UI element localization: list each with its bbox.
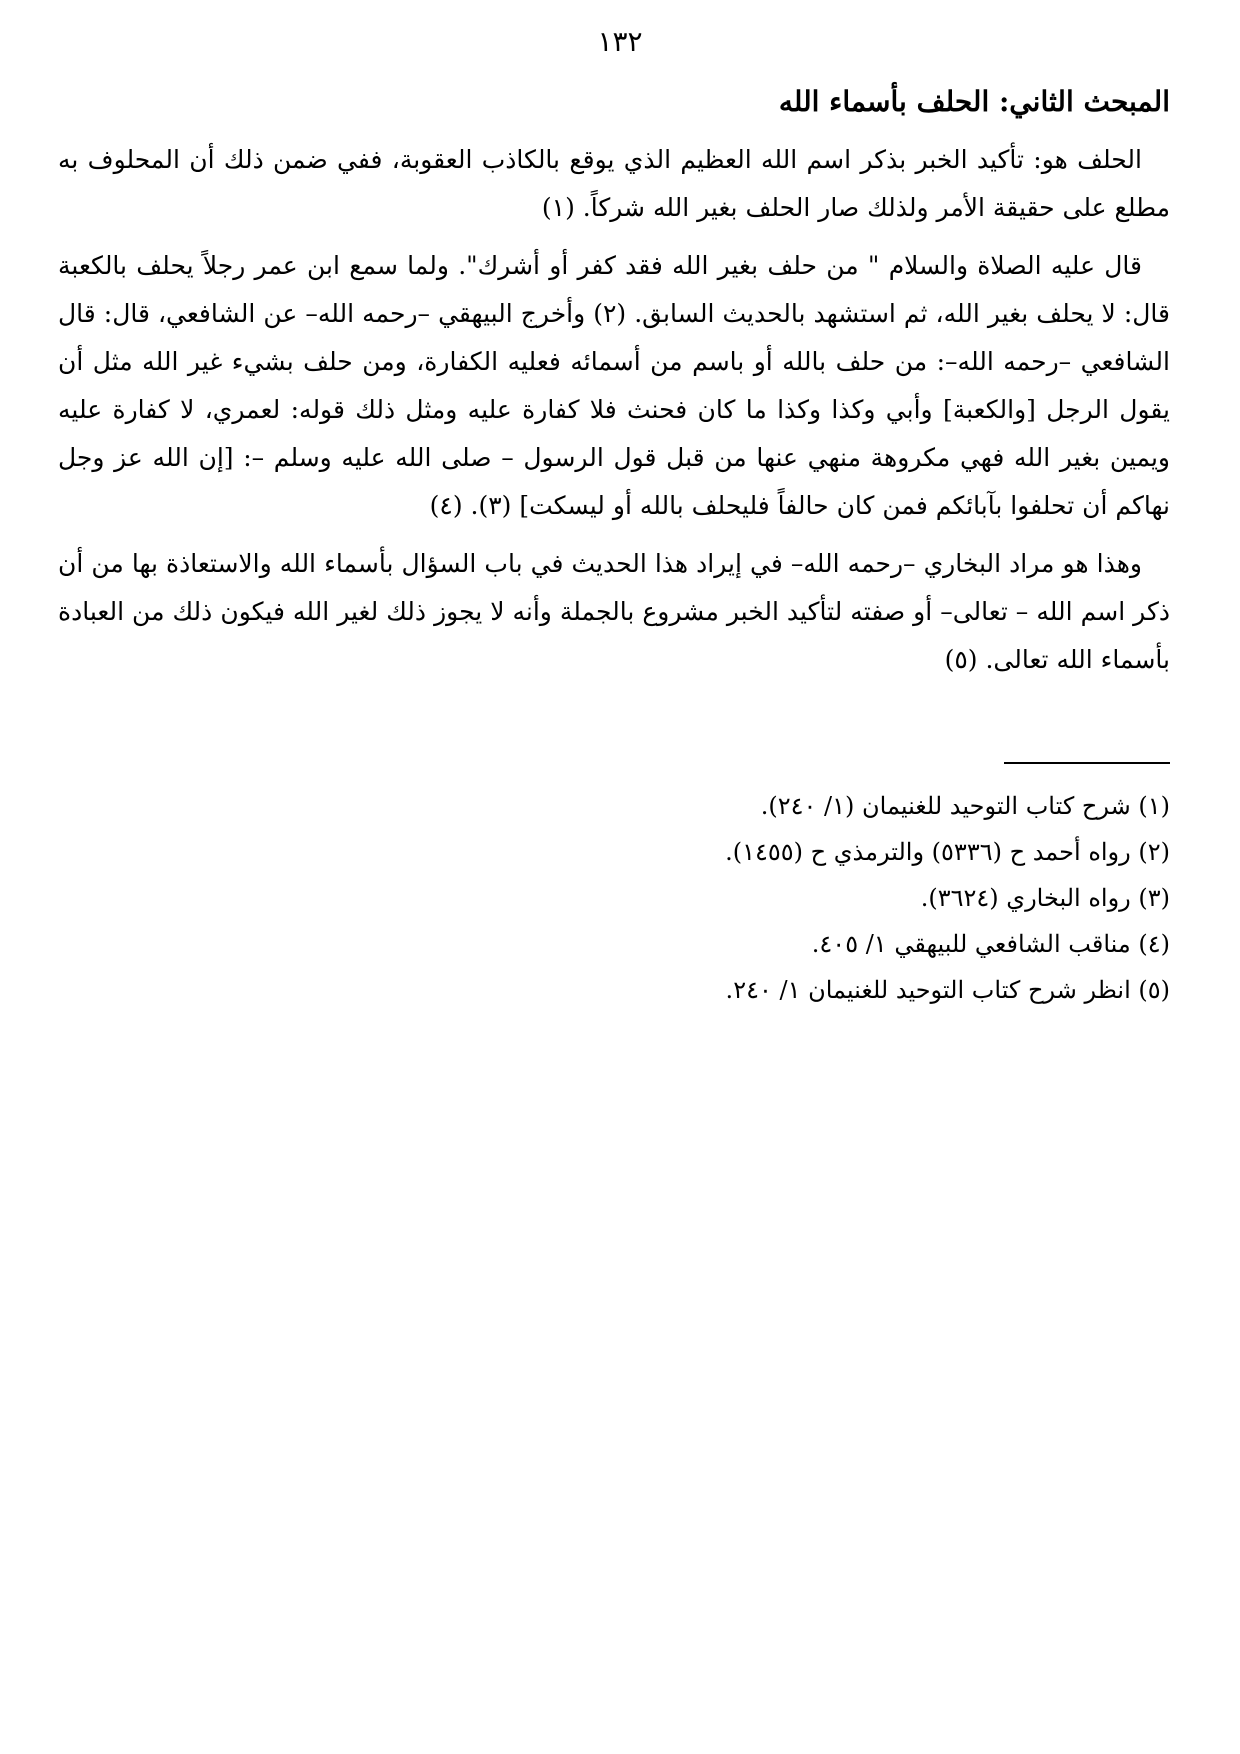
footnote-1: (١) شرح كتاب التوحيد للغنيمان (١/ ٢٤٠). [760, 792, 1170, 820]
paragraph-bukhari: وهذا هو مراد البخاري –رحمه الله– في إيراد هذا الحديث في باب السؤال بأسماء الله والاستعاذة بها من أن ذكر اسم الله – تعالى– أو صفته لتأكيد الخبر مشروع بالجملة وأنه لا يجوز ذلك لغير الله فيكون ذلك من العبادة بأسماء الله تعالى. (٥) [58, 549, 1170, 674]
section-title: المبحث الثاني: الحلف بأسماء الله [778, 85, 1170, 118]
page-number: ١٣٢ [597, 25, 643, 58]
paragraph-definition: الحلف هو: تأكيد الخبر بذكر اسم الله العظيم الذي يوقع بالكاذب العقوبة، ففي ضمن ذلك أن المحلوف به مطلع على حقيقة الأمر ولذلك صار الحلف بغير الله شركاً. (١) [58, 145, 1170, 222]
footnote-separator [1004, 762, 1170, 764]
paragraph-hadith: قال عليه الصلاة والسلام " من حلف بغير الله فقد كفر أو أشرك". ولما سمع ابن عمر رجلاً يحلف بالكعبة قال: لا يحلف بغير الله، ثم استشهد بالحديث السابق. (٢) وأخرج البيهقي –رحمه الله– عن الشافعي، قال: قال الشافعي –رحمه الله–: من حلف بالله أو باسم من أسمائه فعليه الكفارة، ومن حلف بشيء غير الله مثل أن يقول الرجل [والكعبة] وأبي وكذا وكذا ما كان فحنث فلا كفارة عليه ومثل ذلك قوله: لعمري، لا كفارة عليه ويمين بغير الله فهي مكروهة منهي عنها من قبل قول الرسول – صلى الله عليه وسلم –: [إن الله عز وجل نهاكم أن تحلفوا بآبائكم فمن كان حالفاً فليحلف بالله أو ليسكت] (٣). (٤) [58, 251, 1170, 520]
main-content [58, 78, 1170, 694]
footnote-5: (٥) انظر شرح كتاب التوحيد للغنيمان ١/ ٢٤٠. [725, 976, 1170, 1004]
footnotes-list [58, 784, 1170, 1014]
footnote-3: (٣) رواه البخاري (٣٦٢٤). [920, 884, 1170, 912]
footnote-4: (٤) مناقب الشافعي للبيهقي ١/ ٤٠٥. [811, 930, 1170, 958]
footnote-2: (٢) رواه أحمد ح (٥٣٣٦) والترمذي ح (١٤٥٥). [725, 838, 1170, 866]
